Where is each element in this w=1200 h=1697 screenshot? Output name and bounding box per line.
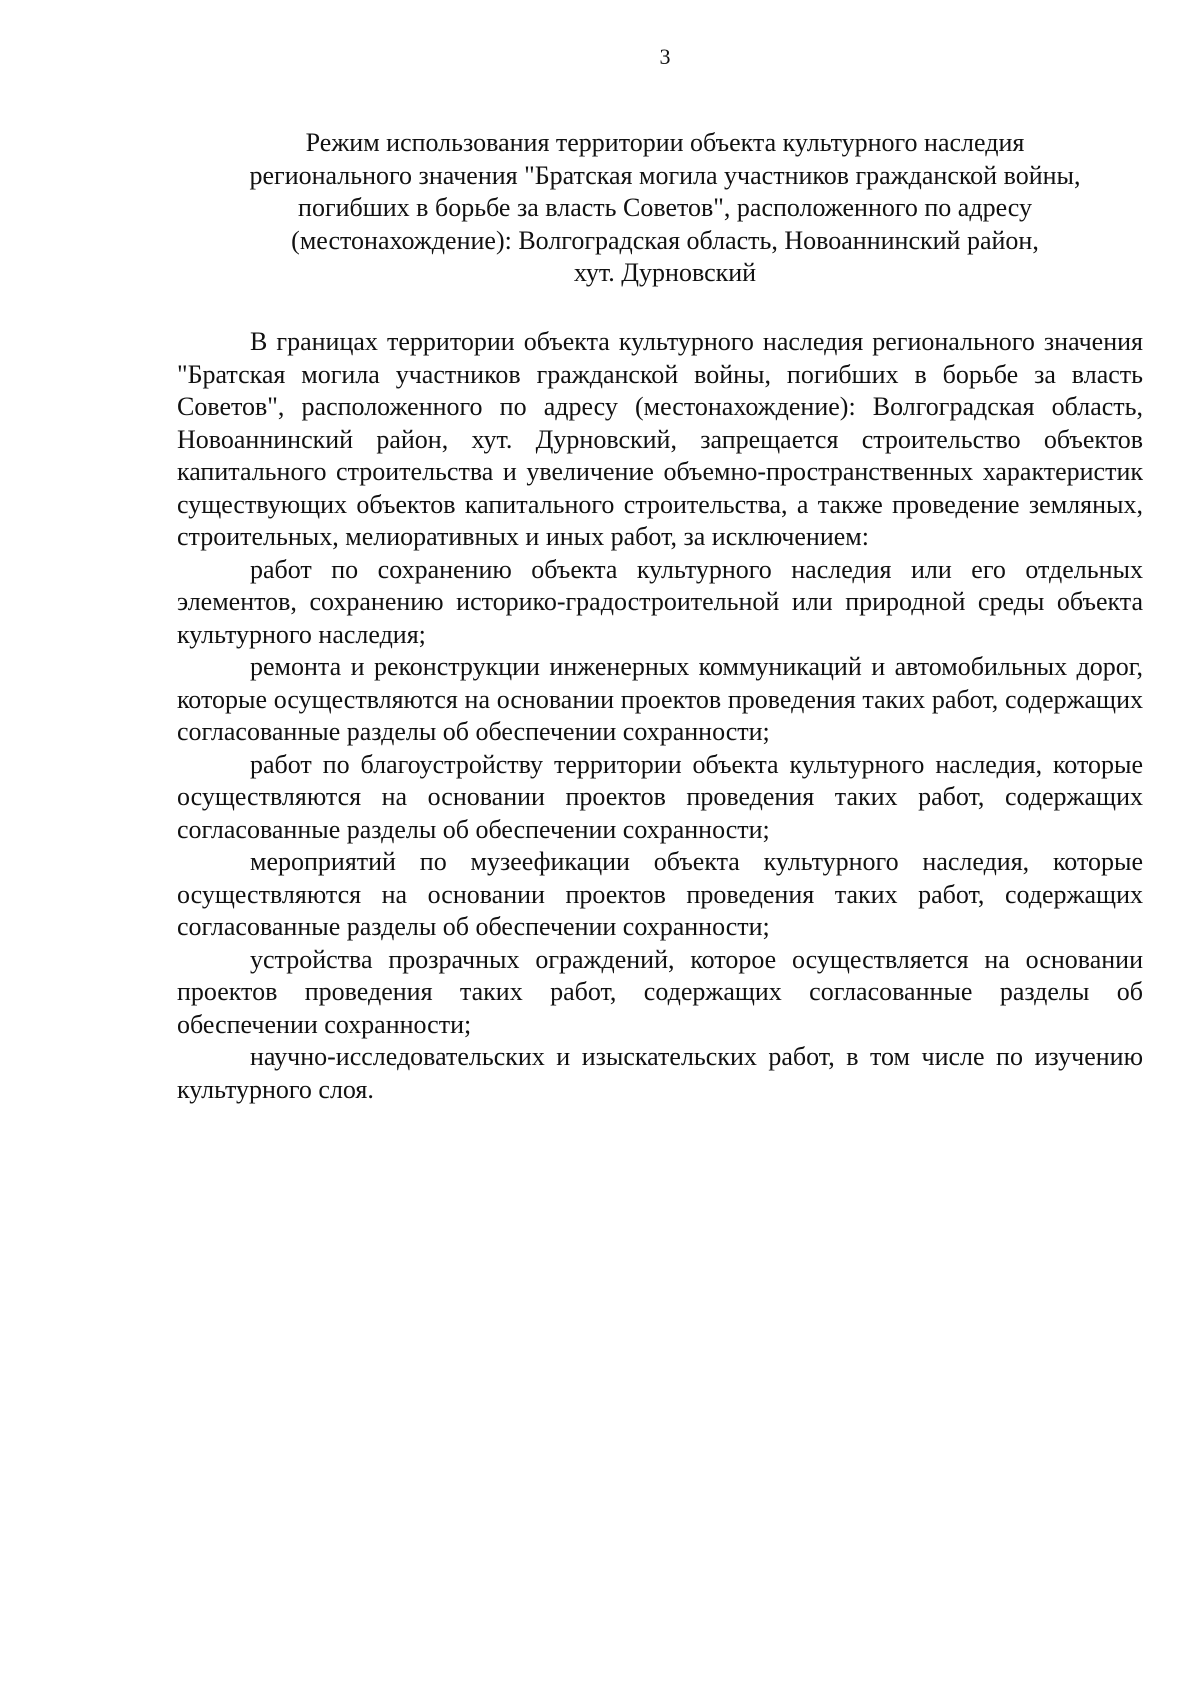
title-line: хут. Дурновский [573,258,757,287]
title-line: регионального значения "Братская могила участников гражданской войны, [249,160,1081,190]
exception-item: устройства прозрачных ограждений, которое осуществляется на основании проектов проведения таких работ, содержащих согласованные разделы об обеспечении сохранности; [177,944,1143,1039]
exception-item: работ по сохранению объекта культурного наследия или его отдельных элементов, сохранению историко-градостроительной или природной среды объекта культурного наследия; [177,554,1143,649]
document-title [165,127,1165,290]
title-line: Режим использования территории объекта культурного наследия [305,128,1025,157]
exception-item: научно-исследовательских и изыскательских работ, в том числе по изучению культурного слоя. [177,1042,1143,1104]
exception-item: мероприятий по музеефикации объекта культурного наследия, которые осуществляются на основании проектов проведения таких работ, содержащих согласованные разделы об обеспечении сохранности; [177,847,1143,941]
title-line: погибших в борьбе за власть Советов", расположенного по адресу [298,193,1032,222]
exception-item: работ по благоустройству территории объекта культурного наследия, которые осуществляются на основании проектов проведения таких работ, содержащих согласованные разделы об обеспечении сохранности; [177,749,1143,844]
title-line: (местонахождение): Волгоградская область, Новоаннинский район, [291,225,1039,255]
page-number: 3 [659,44,671,69]
exception-item: ремонта и реконструкции инженерных коммуникаций и автомобильных дорог, которые осуществляются на основании проектов проведения таких работ, содержащих согласованные разделы об обеспечении сохранности; [177,652,1143,746]
document-body [177,326,1143,1106]
intro-paragraph: В границах территории объекта культурного наследия регионального значения "Братская могила участников гражданской войны, погибших в борьбе за власть Советов", расположенного по адресу (местонахождение): Волгоградская область, Новоаннинский район, хут. Дурновский, запрещается строительство объектов капитального строительства и увеличение объемно-пространственных характеристик существующих объектов капитального строительства, а также проведение земляных, строительных, мелиоративных и иных работ, за исключением: [177,327,1143,551]
